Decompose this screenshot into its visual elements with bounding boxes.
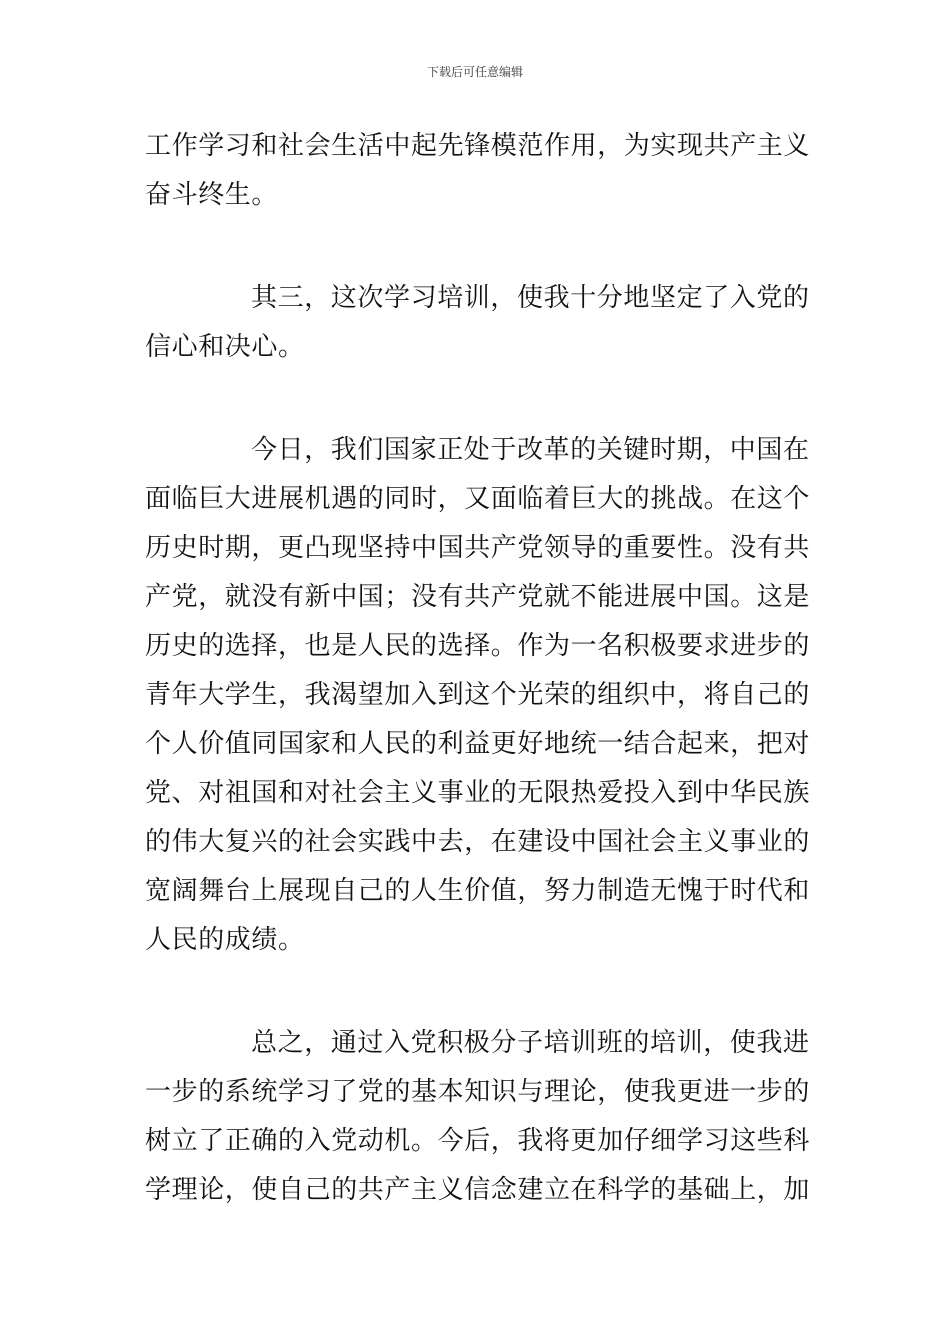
paragraph-2 [145, 274, 810, 372]
paragraph-line: 面临巨大进展机遇的同时，又面临着巨大的挑战。在这个 [145, 484, 811, 514]
paragraph-line: 党、对祖国和对社会主义事业的无限热爱投入到中华民族 [145, 778, 811, 808]
paragraph-line: 奋斗终生。 [145, 180, 279, 210]
page-header: 下载后可任意编辑 [426, 65, 523, 79]
paragraph-line: 青年大学生，我渴望加入到这个光荣的组织中，将自己的 [145, 680, 811, 710]
paragraph-line: 产党，就没有新中国；没有共产党就不能进展中国。这是 [145, 582, 811, 612]
paragraph-line: 人民的成绩。 [145, 925, 305, 955]
paragraph-1 [145, 122, 811, 220]
document-body [145, 122, 811, 1215]
paragraph-line: 其三，这次学习培训，使我十分地坚定了入党的 [251, 283, 810, 313]
paragraph-line: 历史时期，更凸现坚持中国共产党领导的重要性。没有共 [145, 533, 811, 563]
paragraph-line: 今日，我们国家正处于改革的关键时期，中国在 [251, 435, 810, 465]
paragraph-line: 历史的选择，也是人民的选择。作为一名积极要求进步的 [145, 631, 811, 661]
paragraph-4 [145, 1019, 811, 1215]
paragraph-line: 工作学习和社会生活中起先锋模范作用，为实现共产主义 [145, 131, 811, 161]
paragraph-3 [145, 426, 811, 965]
paragraph-line: 宽阔舞台上展现自己的人生价值，努力制造无愧于时代和 [145, 876, 811, 906]
paragraph-line: 树立了正确的入党动机。今后，我将更加仔细学习这些科 [145, 1126, 811, 1156]
paragraph-line: 信心和决心。 [145, 332, 305, 362]
paragraph-line: 学理论，使自己的共产主义信念建立在科学的基础上，加 [145, 1175, 811, 1205]
paragraph-line: 总之，通过入党积极分子培训班的培训，使我进 [251, 1028, 810, 1058]
paragraph-line: 的伟大复兴的社会实践中去，在建设中国社会主义事业的 [145, 827, 811, 857]
paragraph-line: 一步的系统学习了党的基本知识与理论，使我更进一步的 [145, 1077, 811, 1107]
paragraph-line: 个人价值同国家和人民的利益更好地统一结合起来，把对 [145, 729, 811, 759]
